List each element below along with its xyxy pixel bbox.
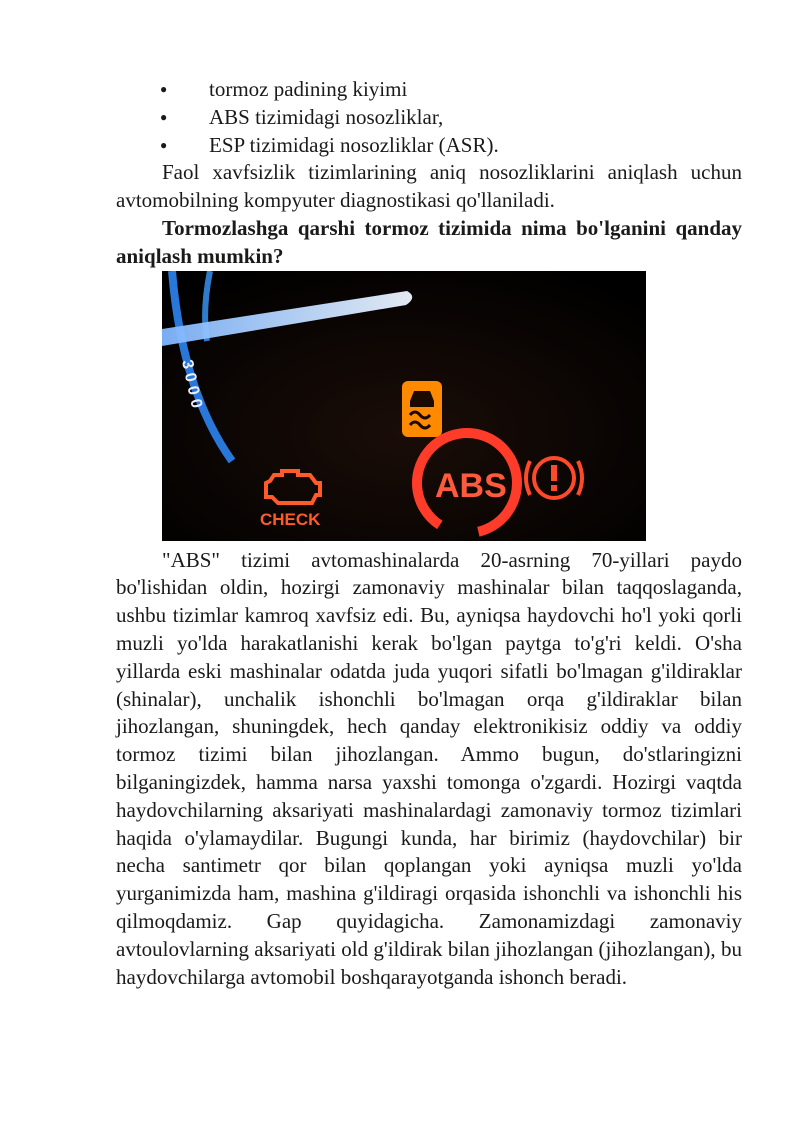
bullet-list xyxy=(116,76,742,159)
svg-text:ABS: ABS xyxy=(435,466,507,505)
list-item xyxy=(116,132,742,160)
list-item xyxy=(116,76,742,104)
body-paragraph: "ABS" tizimi avtomashinalarda 20-asrning 70-yillari paydo bo'lishidan oldin, hozirgi zamonaviy mashinalar bilan taqqoslaganda, ushbu tizimlar kamroq xavfsiz edi. Bu, ayniqsa haydovchi ho'l yoki qorli muzli yo'lda harakatlanishi kerak bo'lgan paytga to'g'ri keldi. O'sha yillarda eski mashinalar odatda juda yuqori sifatli bo'lmagan g'ildiraklar (shinalar), unchalik ishonchli bo'lmagan orqa g'ildiraklar bilan jihozlangan, shuningdek, hech qanday elektronikisiz oddiy va oddiy tormoz tizimi bilan jihozlangan. Ammo bugun, do'stlaringizni bilganingizdek, hamma narsa yaxshi tomonga o'zgardi. Hozirgi vaqtda haydovchilarning aksariyati mashinalardagi zamonaviy tormoz tizimlari haqida o'ylamaydilar. Bugungi kunda, har birimiz (haydovchilar) bir necha santimetr qor bilan qoplangan yoki ayniqsa muzli yo'lda yurganimizda ham, mashina g'ildiragi orqasida ishonchli va ishonchli his qilmoqdamiz. Gap quyidagicha. Zamonamizdagi zamonaviy avtoulovlarning aksariyati old g'ildirak bilan jihozlangan (jihozlangan), bu haydovchilarga avtomobil boshqarayotganda ishonch beradi. xyxy=(116,547,742,989)
dashboard-warning-lights-image xyxy=(162,271,646,541)
svg-text:CHECK: CHECK xyxy=(260,509,321,529)
bullet-icon: ● xyxy=(160,82,168,96)
section-heading: Tormozlashga qarshi tormoz tizimida nima bo'lganini qanday aniqlash mumkin? xyxy=(116,215,742,268)
list-item-text: ESP tizimidagi nosozliklar (ASR). xyxy=(209,132,499,157)
document-page xyxy=(116,76,742,991)
bullet-icon: ● xyxy=(160,109,168,124)
gauge-digits: 3 0 0 0 xyxy=(178,357,205,410)
intro-paragraph: Faol xavfsizlik tizimlarining aniq nosozliklarini aniqlash uchun avtomobilning kompyuter diagnostikasi qo'llaniladi. xyxy=(116,160,742,213)
esp-traction-icon xyxy=(402,381,442,437)
list-item-text: ABS tizimidagi nosozliklar, xyxy=(209,104,444,129)
list-item-text: tormoz padining kiyimi xyxy=(209,77,408,101)
list-item xyxy=(116,104,742,132)
bullet-icon: ● xyxy=(160,137,168,152)
